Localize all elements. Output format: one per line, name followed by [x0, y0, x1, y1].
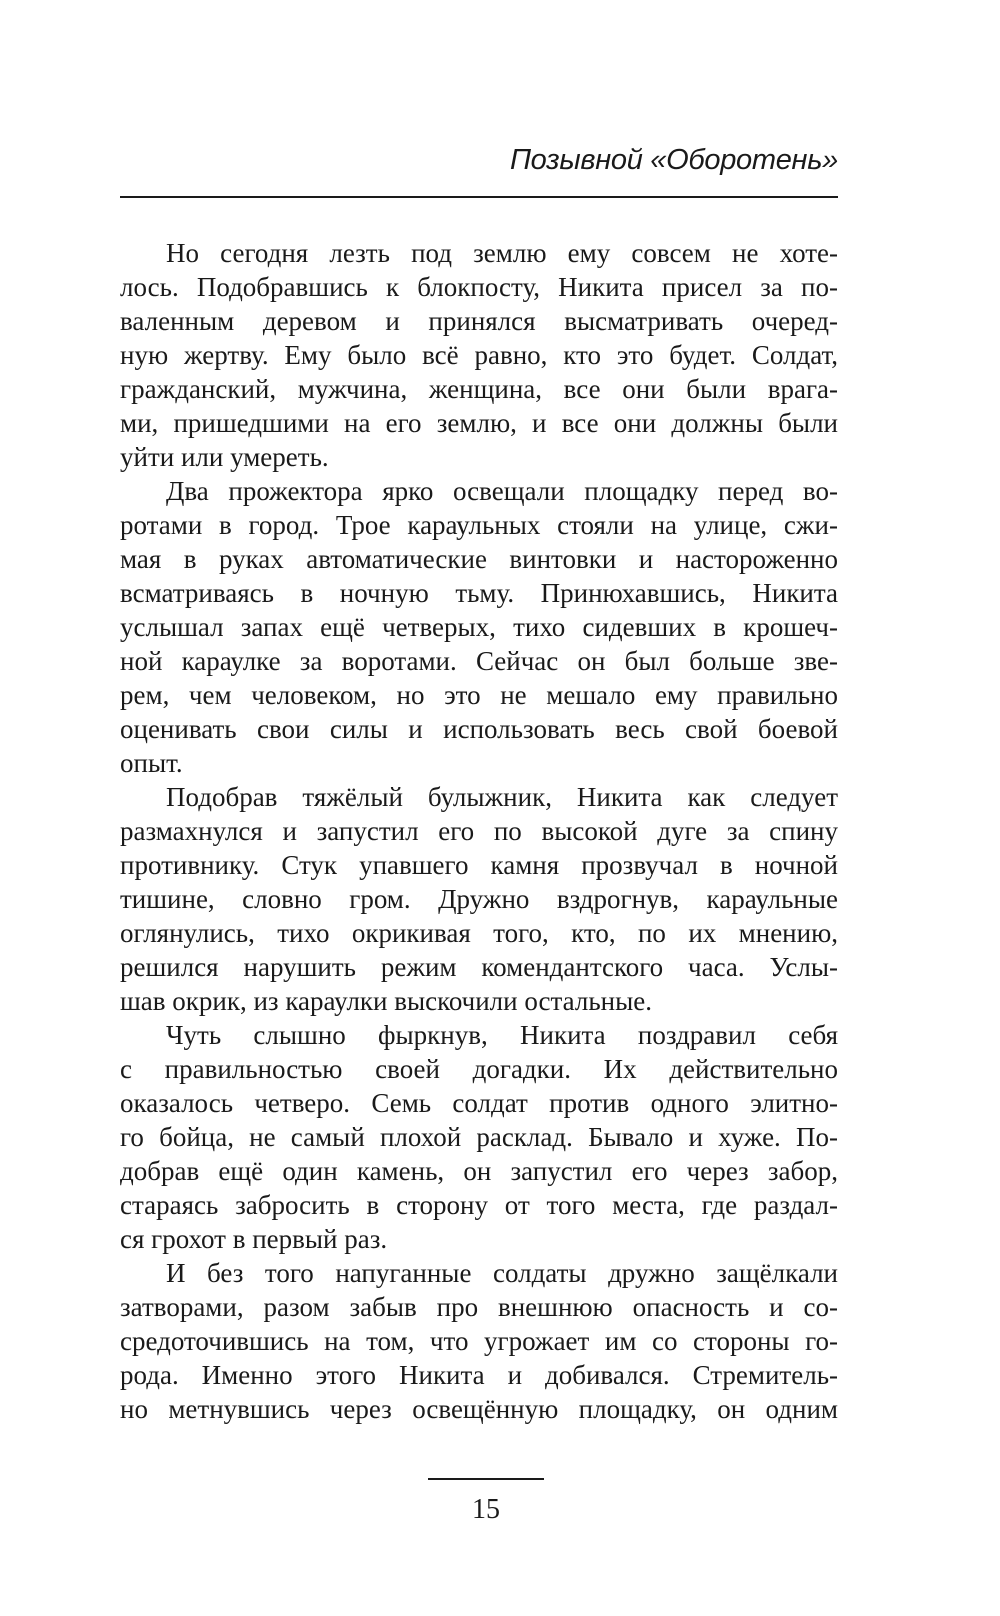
text-line: стараясь забросить в сторону от того места, где раздал-	[120, 1190, 838, 1220]
paragraph	[120, 1256, 838, 1426]
text-line: ную жертву. Ему было всё равно, кто это будет. Солдат,	[120, 340, 838, 370]
text-line: Два прожектора ярко освещали площадку перед во-	[166, 476, 838, 506]
text-line: ной караулке за воротами. Сейчас он был больше зве-	[120, 646, 838, 676]
text-line: Чуть слышно фыркнув, Никита поздравил себя	[166, 1020, 838, 1050]
text-line: оценивать свои силы и использовать весь свой боевой	[120, 714, 838, 744]
text-line: оказалось четверо. Семь солдат против одного элитно-	[120, 1088, 838, 1118]
text-line: тишине, словно гром. Дружно вздрогнув, караульные	[120, 884, 838, 914]
text-line: опыт.	[120, 748, 183, 778]
running-title: Позывной «Оборотень»	[509, 144, 838, 176]
text-line: услышал запах ещё четверых, тихо сидевших в крошеч-	[120, 612, 838, 642]
text-line: гражданский, мужчина, женщина, все они были врага-	[120, 374, 838, 404]
text-line: ми, пришедшими на его землю, и все они должны были	[120, 408, 838, 438]
text-line: Подобрав тяжёлый булыжник, Никита как следует	[166, 782, 838, 812]
text-line: уйти или умереть.	[120, 442, 329, 472]
text-line: го бойца, не самый плохой расклад. Бывало и хуже. По-	[120, 1122, 838, 1152]
text-line: ротами в город. Трое караульных стояли на улице, сжи-	[120, 510, 838, 540]
text-line: Но сегодня лезть под землю ему совсем не хоте-	[166, 238, 838, 268]
text-line: шав окрик, из караулки выскочили остальные.	[120, 986, 652, 1016]
text-line: мая в руках автоматические винтовки и настороженно	[120, 544, 838, 574]
text-line: добрав ещё один камень, он запустил его через забор,	[120, 1156, 838, 1186]
paragraph	[120, 236, 838, 474]
footer-divider	[428, 1478, 544, 1480]
text-line: лось. Подобравшись к блокпосту, Никита присел за по-	[120, 272, 838, 302]
paragraph	[120, 1018, 838, 1256]
paragraph	[120, 474, 838, 780]
text-line: рода. Именно этого Никита и добивался. Стремитель-	[120, 1360, 838, 1390]
text-line: с правильностью своей догадки. Их действительно	[120, 1054, 838, 1084]
text-line: решился нарушить режим комендантского часа. Услы-	[120, 952, 838, 982]
body-text	[120, 236, 838, 1426]
text-line: И без того напуганные солдаты дружно защёлкали	[166, 1258, 838, 1288]
page-number: 15	[472, 1494, 500, 1525]
text-line: средоточившись на том, что угрожает им со стороны го-	[120, 1326, 838, 1356]
text-line: всматриваясь в ночную тьму. Принюхавшись, Никита	[120, 578, 838, 608]
text-line: ся грохот в первый раз.	[120, 1224, 388, 1254]
text-line: валенным деревом и принялся высматривать очеред-	[120, 306, 838, 336]
text-line: размахнулся и запустил его по высокой дуге за спину	[120, 816, 838, 846]
text-line: рем, чем человеком, но это не мешало ему правильно	[120, 680, 838, 710]
header-divider	[120, 196, 838, 198]
text-line: противнику. Стук упавшего камня прозвучал в ночной	[120, 850, 838, 880]
text-line: затворами, разом забыв про внешнюю опасность и со-	[120, 1292, 838, 1322]
text-line: оглянулись, тихо окрикивая того, кто, по их мнению,	[120, 918, 838, 948]
text-line: но метнувшись через освещённую площадку, он одним	[120, 1394, 838, 1424]
paragraph	[120, 780, 838, 1018]
